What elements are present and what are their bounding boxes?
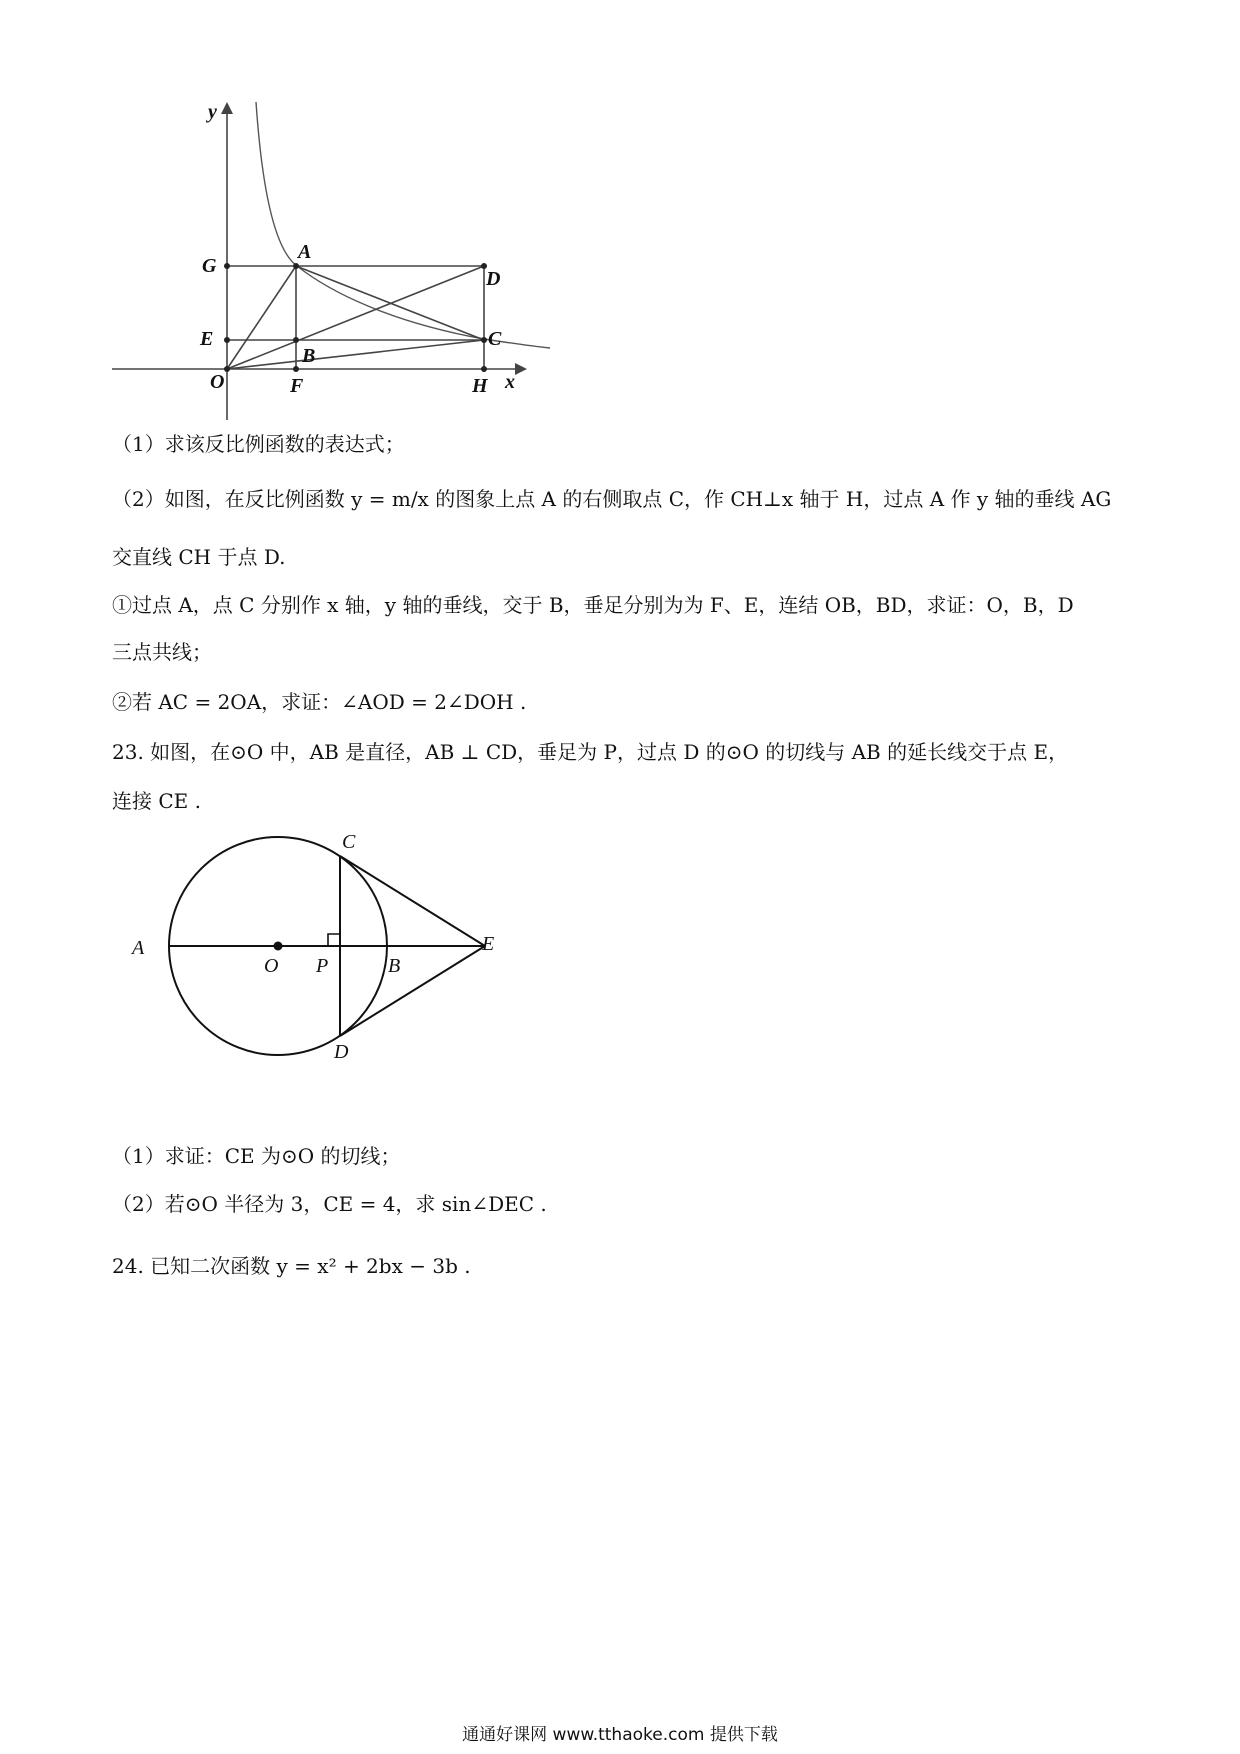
label-G: G: [202, 255, 217, 277]
q23-line1: 23. 如图，在⊙O 中，AB 是直径，AB ⊥ CD，垂足为 P，过点 D 的⊙O 的切线与 AB 的延长线交于点 E，: [112, 740, 1069, 764]
center-dot: [274, 942, 283, 951]
q23-part2: （2）若⊙O 半径为 3，CE = 4，求 sin∠DEC .: [112, 1192, 547, 1216]
label-O2: O: [264, 955, 279, 977]
label-B: B: [302, 345, 316, 367]
line-ce: [340, 856, 485, 946]
q23-part1: （1）求证：CE 为⊙O 的切线；: [112, 1144, 401, 1168]
label-H: H: [472, 375, 488, 397]
label-E: E: [200, 328, 214, 350]
q22-sub2: ②若 AC = 2OA，求证：∠AOD = 2∠DOH .: [112, 690, 527, 714]
hyperbola-curve: [256, 102, 550, 348]
q22-part2b: 交直线 CH 于点 D.: [112, 545, 286, 569]
q22-part1: （1）求该反比例函数的表达式；: [112, 432, 405, 456]
label-P2: P: [316, 955, 329, 977]
label-y: y: [208, 101, 217, 123]
label-B2: B: [388, 955, 401, 977]
label-x: x: [505, 371, 515, 393]
right-angle-mark: [328, 934, 340, 946]
q23-line2: 连接 CE .: [112, 789, 201, 813]
q22-sub1a: ①过点 A，点 C 分别作 x 轴，y 轴的垂线，交于 B，垂足分别为为 F、E，连结 OB，BD，求证：O，B，D: [112, 593, 1074, 617]
label-A2: A: [132, 937, 145, 959]
label-D: D: [486, 268, 501, 290]
label-O: O: [210, 371, 225, 393]
figure-reciprocal-function: [0, 0, 1240, 440]
figure-circle-tangent: [0, 830, 1240, 1090]
label-E2: E: [482, 933, 495, 955]
label-A: A: [298, 241, 312, 263]
x-axis-arrow: [515, 363, 527, 375]
label-C2: C: [342, 831, 356, 853]
q22-part2a: （2）如图，在反比例函数 y = m/x 的图象上点 A 的右侧取点 C，作 CH⊥x 轴于 H，过点 A 作 y 轴的垂线 AG: [112, 487, 1112, 511]
q22-sub1b: 三点共线；: [112, 640, 212, 664]
y-axis-arrow: [221, 102, 233, 114]
q24-line1: 24. 已知二次函数 y = x² + 2bx − 3b .: [112, 1254, 471, 1278]
page-footer: 通通好课网 www.tthaoke.com 提供下载: [462, 1725, 778, 1745]
label-F: F: [290, 375, 304, 397]
line-de: [340, 946, 485, 1036]
label-C: C: [488, 328, 502, 350]
label-D2: D: [334, 1041, 349, 1063]
